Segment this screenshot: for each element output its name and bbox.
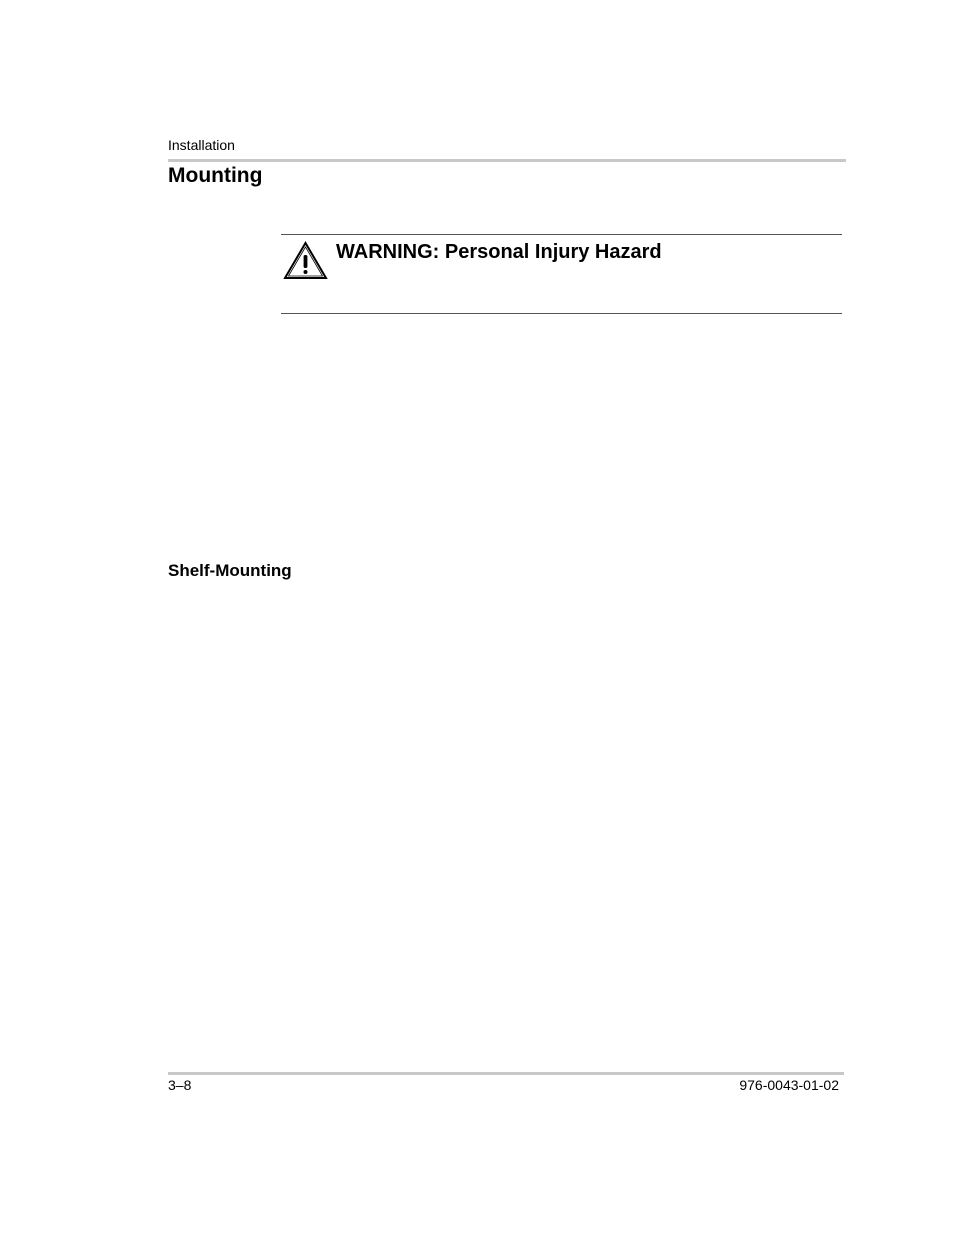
running-header: Installation bbox=[168, 137, 235, 153]
footer-rule bbox=[168, 1072, 844, 1075]
warning-rule-top bbox=[281, 234, 842, 235]
warning-triangle-icon bbox=[283, 241, 328, 281]
warning-title: WARNING: Personal Injury Hazard bbox=[336, 241, 662, 263]
page-number: 3–8 bbox=[168, 1077, 192, 1093]
section-title: Mounting bbox=[168, 164, 263, 187]
document-number: 976-0043-01-02 bbox=[739, 1077, 839, 1093]
warning-rule-bottom bbox=[281, 313, 842, 314]
subsection-title: Shelf-Mounting bbox=[168, 561, 292, 580]
header-rule bbox=[168, 159, 846, 162]
